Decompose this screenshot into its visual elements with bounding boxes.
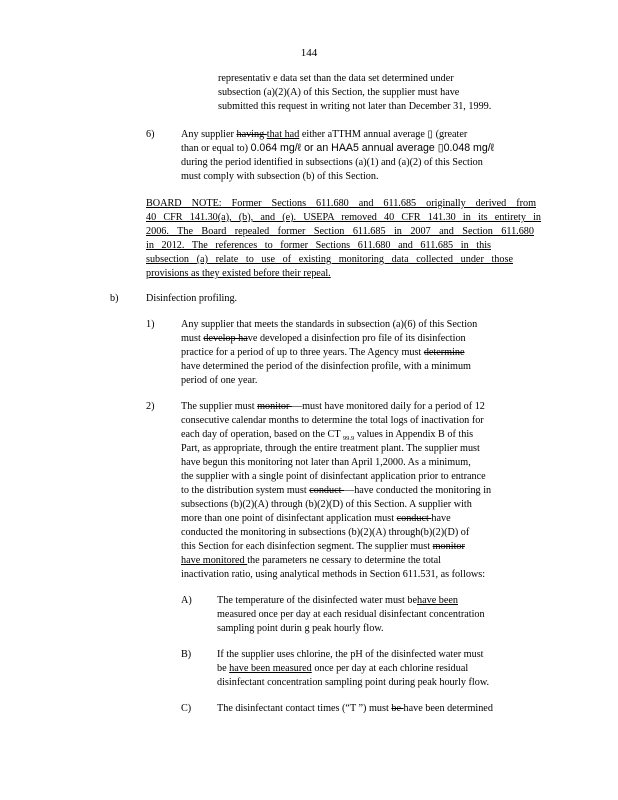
deleted-text: determine	[423, 347, 465, 358]
text-run: B)	[181, 649, 192, 660]
text-run: b)	[110, 293, 119, 304]
text-line	[181, 540, 521, 553]
text-run: ve developed a disinfection pro file of its disinfection	[247, 333, 466, 344]
text-run: must comply with subsection (b) of this Section.	[181, 171, 379, 182]
text-run: to the distribution system must	[181, 485, 310, 496]
deleted-text: monitor	[432, 541, 465, 552]
text-run: submitted this request in writing not later than December 31, 1999.	[218, 101, 492, 112]
inserted-text: 40 CFR 141.30(a), (b), and (e). USEPA removed 40 CFR 141.30 in its entirety in	[146, 212, 541, 223]
text-line	[181, 128, 536, 141]
text-line	[181, 498, 536, 511]
text-line	[146, 267, 362, 280]
text-line	[146, 211, 541, 224]
text-run: have determined the period of the disinfection profile, with a minimum	[181, 361, 471, 372]
text-run: The supplier must	[181, 401, 258, 412]
text-line	[218, 100, 536, 113]
text-run: subsection (a)(2)(A) of this Section, the supplier must have	[218, 87, 460, 98]
text-run: period of one year.	[181, 375, 258, 386]
text-run: be	[217, 663, 230, 674]
text-run: more than one point of disinfectant application must	[181, 513, 397, 524]
inserted-text: provisions as they existed before their repeal.	[146, 268, 331, 279]
text-line	[218, 86, 500, 99]
text-run: each day of operation, based on the CT	[181, 429, 343, 440]
text-line	[181, 360, 515, 373]
text-run: 2)	[146, 401, 155, 412]
text-line	[181, 400, 536, 413]
inserted-text: in 2012. The references to former Sections 611.680 and 611.685 in this	[146, 240, 491, 251]
text-run: —must have monitored daily for a period of 12	[291, 401, 485, 412]
text-line	[217, 702, 527, 715]
deleted-text: conduct	[309, 485, 344, 496]
text-run: the parameters ne cessary to determine the total	[247, 555, 441, 566]
text-line	[181, 442, 536, 455]
text-line	[181, 526, 528, 539]
text-run: conducted the monitoring in subsections (b)(2)(A) through(b)(2)(D) of	[181, 527, 470, 538]
text-run: 1)	[146, 319, 155, 330]
text-line	[217, 594, 507, 607]
deleted-text: develop ha	[203, 333, 248, 344]
text-run: consecutive calendar months to determine the total logs of inactivation for	[181, 415, 484, 426]
text-line	[181, 318, 526, 331]
text-run: this Section for each disinfection segment. The supplier must	[181, 541, 433, 552]
text-run: inactivation ratio, using analytical methods in Section 611.531, as follows:	[181, 569, 486, 580]
text-line	[110, 292, 119, 305]
text-run: practice for a period of up to three years. The Agency must	[181, 347, 424, 358]
text-run: The disinfectant contact times (“T ”) must	[217, 703, 392, 714]
text-run: Any supplier	[181, 129, 237, 140]
text-line	[146, 197, 536, 210]
inserted-text: 2006. The Board repealed former Section 611.685 in 2007 and Section 611.680	[146, 226, 534, 237]
text-line	[181, 456, 536, 469]
text-run: once per day at each chlorine residual	[311, 663, 469, 674]
deleted-text: be	[391, 703, 404, 714]
text-line	[146, 292, 237, 305]
inserted-text: have been	[417, 595, 459, 606]
text-run: have	[431, 513, 451, 524]
text-run: representativ e data set than the data set determined under	[218, 73, 454, 84]
text-line	[146, 318, 155, 331]
deleted-text: having	[236, 129, 267, 140]
text-line	[146, 253, 513, 266]
inserted-text: have been measured	[229, 663, 312, 674]
text-run: The temperature of the disinfected water must be	[217, 595, 417, 606]
text-run: 0.064 mg/ℓ or an HAA5 annual average ▯0.048 mg/ℓ	[250, 142, 495, 154]
text-line	[181, 512, 497, 525]
deleted-text: monitor	[257, 401, 292, 412]
text-line	[217, 676, 537, 689]
text-line	[181, 170, 441, 183]
inserted-text: that had	[266, 129, 300, 140]
text-line	[181, 554, 503, 567]
text-line	[217, 662, 520, 675]
text-run: sampling point durin g peak hourly flow.	[217, 623, 384, 634]
text-line	[181, 142, 536, 155]
text-line	[218, 72, 500, 85]
text-line	[181, 702, 191, 715]
deleted-text: conduct	[396, 513, 432, 524]
text-line	[181, 414, 538, 427]
text-run: 6)	[146, 129, 155, 140]
text-run: Part, as appropriate, through the entire treatment plant. The supplier must	[181, 443, 480, 454]
text-run: have been determined	[403, 703, 493, 714]
text-line	[181, 568, 536, 581]
text-run: subsections (b)(2)(A) through (b)(2)(D) of this Section. A supplier with	[181, 499, 472, 510]
text-line	[217, 622, 384, 635]
text-run: A)	[181, 595, 192, 606]
text-line	[181, 156, 536, 169]
text-line	[181, 374, 257, 387]
text-line	[181, 484, 536, 497]
text-line	[146, 128, 155, 141]
text-run: during the period identified in subsections (a)(1) and (a)(2) of this Section	[181, 157, 483, 168]
text-line	[146, 225, 534, 238]
text-line	[181, 594, 192, 607]
text-line	[217, 648, 528, 661]
text-line	[181, 346, 511, 359]
text-run: measured once per day at each residual disinfectant concentration	[217, 609, 485, 620]
text-run: disinfectant concentration sampling point during peak hourly flow.	[217, 677, 490, 688]
page-number: 144	[300, 47, 318, 59]
text-run: must	[181, 333, 204, 344]
text-run: C)	[181, 703, 192, 714]
text-run: Any supplier that meets the standards in subsection (a)(6) of this Section	[181, 319, 478, 330]
text-run: either aTTHM annual average ▯ (greater	[299, 129, 468, 140]
text-run: values in Appendix B of this	[354, 429, 474, 440]
text-run: Disinfection profiling.	[146, 293, 238, 304]
text-run: —have conducted the monitoring in	[344, 485, 492, 496]
text-run: If the supplier uses chlorine, the pH of the disinfected water must	[217, 649, 484, 660]
text-line	[181, 648, 191, 661]
inserted-text: have monitored	[181, 555, 248, 566]
text-run: the supplier with a single point of disinfectant application prior to entrance	[181, 471, 486, 482]
text-line	[217, 608, 521, 621]
text-line	[181, 332, 509, 345]
text-line	[181, 470, 536, 483]
text-run: than or equal to)	[181, 143, 251, 154]
text-line	[146, 400, 155, 413]
inserted-text: subsection (a) relate to use of existing monitoring data collected under those	[146, 254, 513, 265]
text-run: 99.9	[342, 435, 355, 443]
inserted-text: BOARD NOTE: Former Sections 611.680 and 611.685 originally derived from	[146, 198, 536, 209]
text-run: have begun this monitoring not later than April 1,2000. As a minimum,	[181, 457, 471, 468]
text-line	[146, 239, 491, 252]
